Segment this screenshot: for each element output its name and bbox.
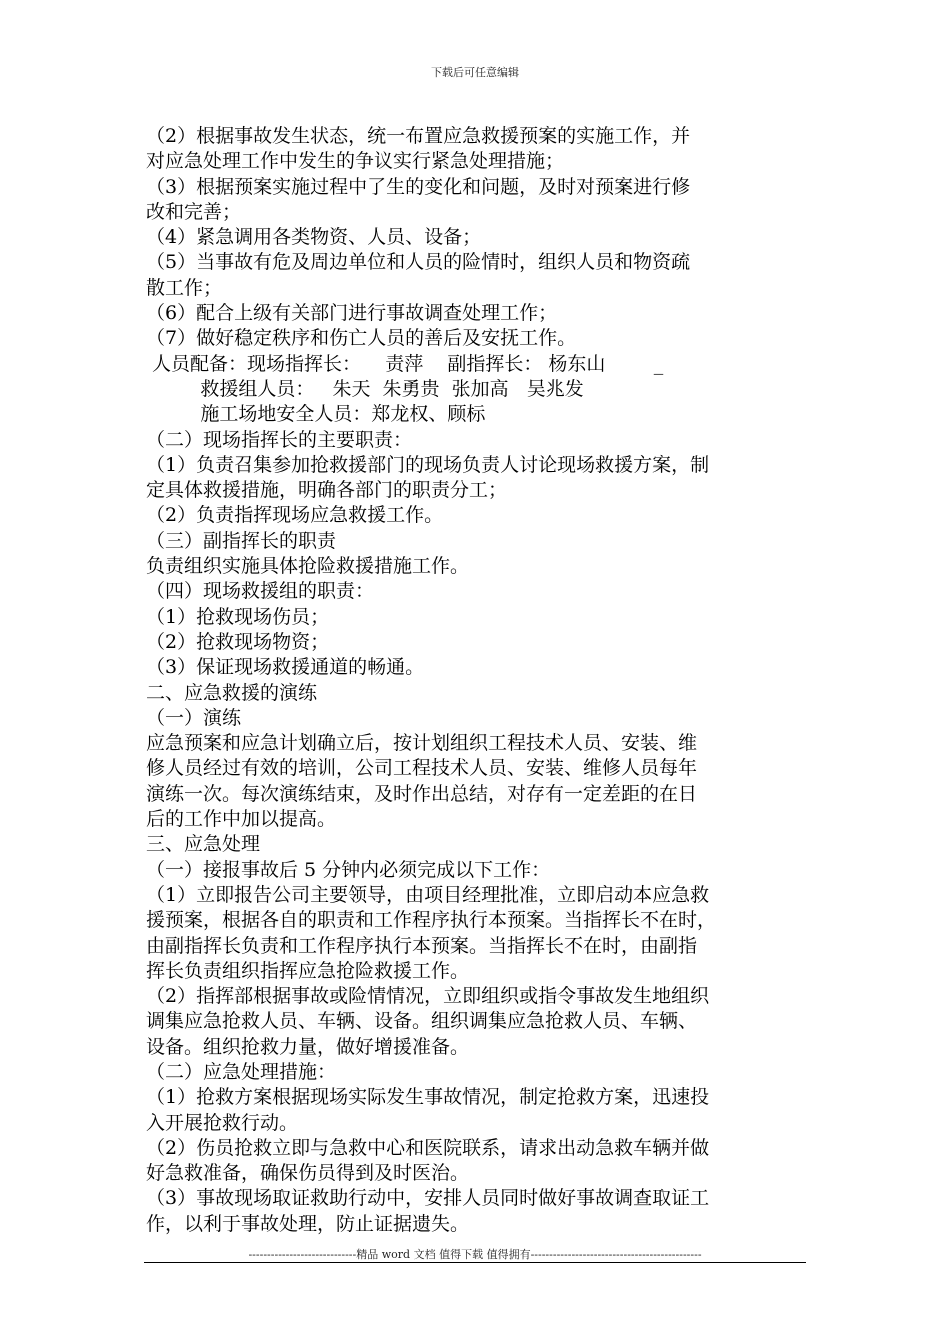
- rescue-team-line: 救援组人员： 朱天 朱勇贵 张加高 吴兆发: [146, 377, 584, 400]
- text-line: （4）紧急调用各类物资、人员、设备；: [146, 226, 482, 249]
- text-line: 设备。组织抢救力量，做好增援准备。: [146, 1035, 470, 1058]
- footer-divider: [144, 1262, 806, 1263]
- page-footer: -----------------------------精品 word 文档 值得下载 值得拥有----------------------------------------------: [248, 1248, 702, 1261]
- section-heading: 三、应急处理: [146, 833, 261, 856]
- text-line: （2）伤员抢救立即与急救中心和医院联系，请求出动急救车辆并做: [146, 1136, 710, 1159]
- text-line: 负责组织实施具体抢险救援措施工作。: [146, 555, 470, 578]
- section-heading: （三）副指挥长的职责: [146, 529, 337, 552]
- safety-staff-line: 施工场地安全人员：郑龙权、顾标: [146, 403, 486, 426]
- text-line: （2）指挥部根据事故或险情情况，立即组织或指令事故发生地组织: [146, 985, 710, 1008]
- section-heading: （一）演练: [146, 706, 242, 729]
- text-line: （2）抢救现场物资；: [146, 630, 330, 653]
- text-line: 演练一次。每次演练结束，及时作出总结，对存有一定差距的在日: [146, 782, 698, 805]
- text-line: （1）抢救方案根据现场实际发生事故情况，制定抢救方案，迅速投: [146, 1086, 710, 1109]
- text-line: （7）做好稳定秩序和伤亡人员的善后及安抚工作。: [146, 327, 577, 350]
- section-heading: （二）应急处理措施：: [146, 1060, 337, 1083]
- text-line: 散工作；: [146, 276, 223, 299]
- text-line: 挥长负责组织指挥应急抢险救援工作。: [146, 959, 470, 982]
- text-line: （1）抢救现场伤员；: [146, 605, 330, 628]
- text-line: 对应急处理工作中发生的争议实行紧急处理措施；: [146, 150, 565, 173]
- text-line: 调集应急抢救人员、车辆、设备。组织调集应急抢救人员、车辆、: [146, 1010, 698, 1033]
- document-body: [146, 124, 816, 1237]
- staffing-line: 人员配备：现场指挥长： 责萍 副指挥长： 杨东山 _: [146, 352, 664, 375]
- text-line: （2）根据事故发生状态，统一布置应急救援预案的实施工作，并: [146, 125, 691, 147]
- text-line: （2）负责指挥现场应急救援工作。: [146, 504, 444, 527]
- page-header: 下载后可任意编辑: [431, 66, 519, 79]
- text-line: 后的工作中加以提高。: [146, 808, 337, 831]
- text-line: 由副指挥长负责和工作程序执行本预案。当指挥长不在时，由副指: [146, 934, 698, 957]
- text-line: 改和完善；: [146, 200, 242, 223]
- text-line: （5）当事故有危及周边单位和人员的险情时，组织人员和物资疏: [146, 251, 691, 274]
- text-line: （6）配合上级有关部门进行事故调查处理工作；: [146, 302, 558, 325]
- section-heading: （二）现场指挥长的主要职责：: [146, 428, 413, 451]
- section-heading: 二、应急救援的演练: [146, 681, 318, 704]
- text-line: （1）立即报告公司主要领导，由项目经理批准，立即启动本应急救: [146, 883, 710, 906]
- section-heading: （一）接报事故后 5 分钟内必须完成以下工作：: [146, 858, 551, 881]
- text-line: 作，以利于事故处理，防止证据遗失。: [146, 1212, 470, 1235]
- text-line: （3）保证现场救援通道的畅通。: [146, 656, 425, 679]
- text-line: （3）事故现场取证救助行动中，安排人员同时做好事故调查取证工: [146, 1187, 710, 1210]
- text-line: 好急救准备，确保伤员得到及时医治。: [146, 1162, 470, 1185]
- text-line: 援预案，根据各自的职责和工作程序执行本预案。当指挥长不在时，: [146, 909, 717, 932]
- section-heading: （四）现场救援组的职责：: [146, 580, 375, 603]
- text-line: 定具体救援措施，明确各部门的职责分工；: [146, 479, 508, 502]
- text-line: 入开展抢救行动。: [146, 1111, 299, 1134]
- text-line: 修人员经过有效的培训，公司工程技术人员、安装、维修人员每年: [146, 757, 698, 780]
- text-line: （1）负责召集参加抢救援部门的现场负责人讨论现场救援方案，制: [146, 453, 710, 476]
- text-line: 应急预案和应急计划确立后，按计划组织工程技术人员、安装、维: [146, 732, 698, 755]
- text-line: （3）根据预案实施过程中了生的变化和问题，及时对预案进行修: [146, 175, 691, 198]
